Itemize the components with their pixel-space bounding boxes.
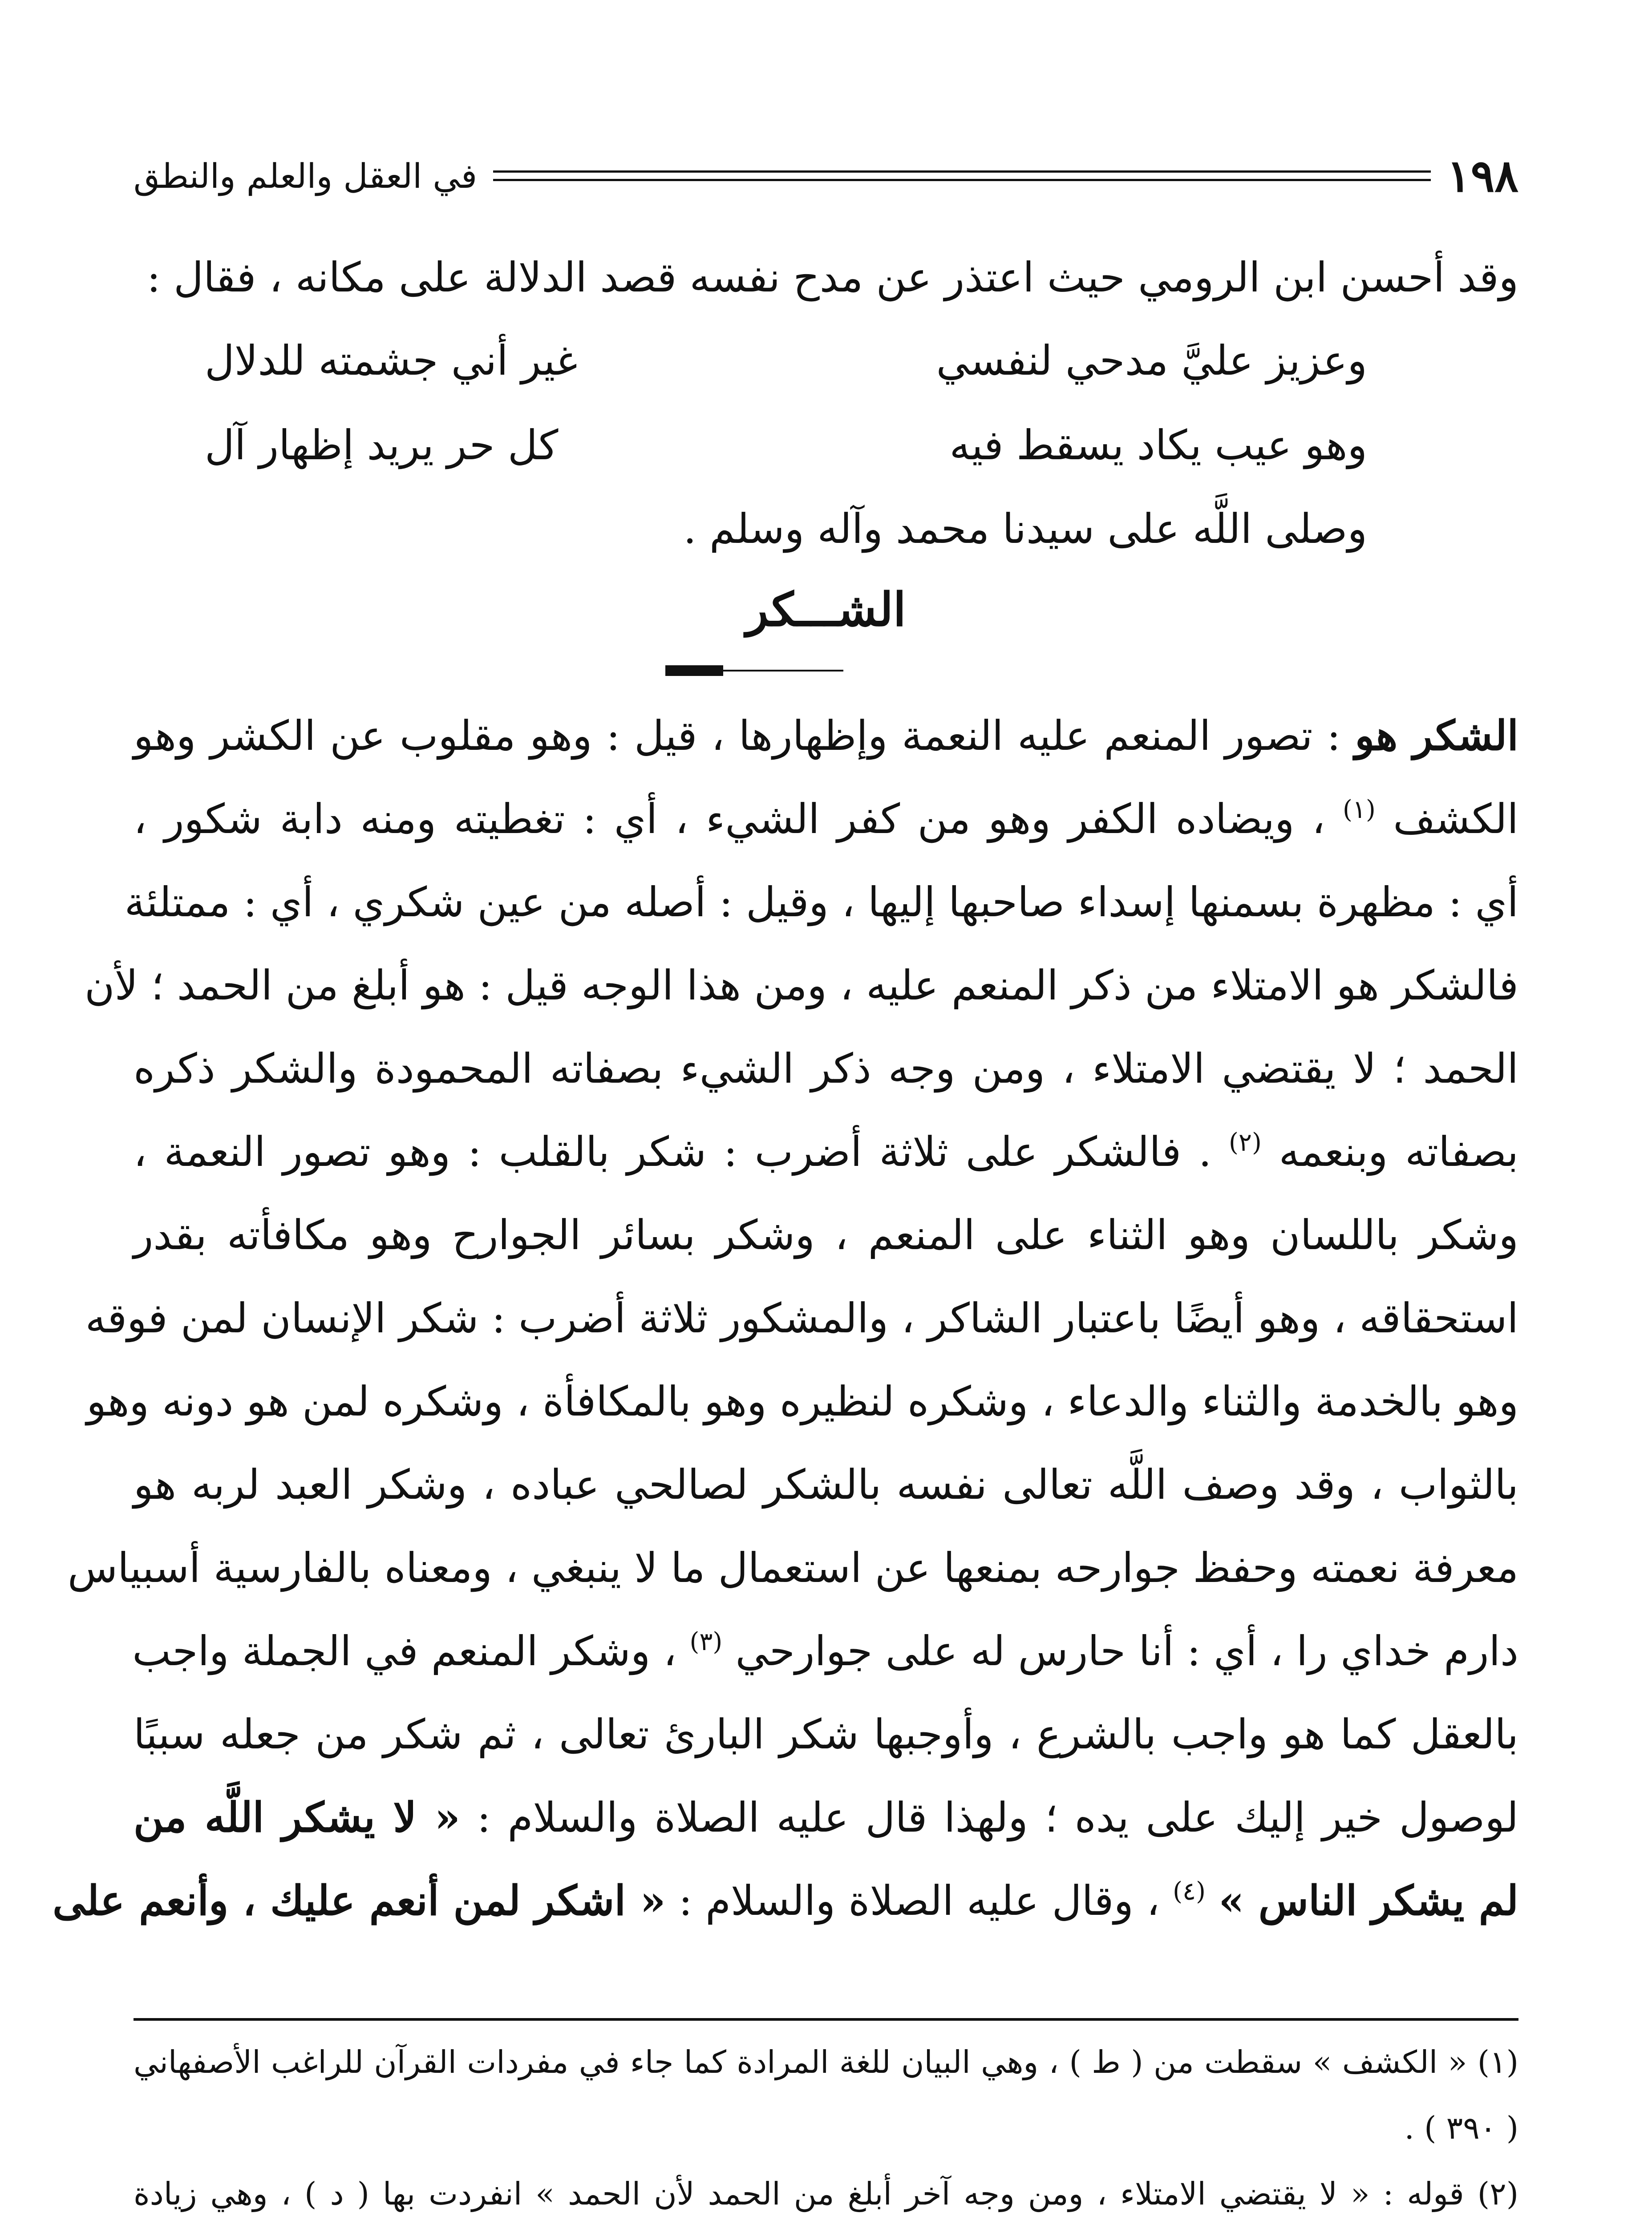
footnote-ref-3[interactable]: (٣) <box>689 1627 723 1656</box>
header-double-rule <box>493 170 1431 181</box>
footnote-ref-4[interactable]: (٤) <box>1173 1877 1206 1906</box>
lead-term: الشكر هو <box>1355 712 1518 760</box>
section-ornament <box>665 670 843 672</box>
footnote-1-cont: ( ٣٩٠ ) . <box>1404 2110 1518 2146</box>
footnote-1: (١) « الكشف » سقطت من ( ط ) ، وهي البيان للغة المرادة كما جاء في مفردات القرآن للراغب الأصفهاني <box>134 2044 1518 2080</box>
hadith-quote: « لا يشكر اللَّه من <box>134 1793 460 1841</box>
hadith-quote: لم يشكر الناس » <box>1219 1877 1518 1925</box>
closing-line: وصلى اللَّه على سيدنا محمد وآله وسلم . <box>683 505 1367 553</box>
body-line-text: : تصور المنعم عليه النعمة وإظهارها ، قيل : وهو مقلوب عن الكشر وهو <box>134 712 1341 760</box>
verse-2-first-hemistich: وهو عيب يكاد يسقط فيه <box>949 421 1367 469</box>
body-line: أي : مظهرة بسمنها إسداء صاحبها إليها ، وقيل : أصله من عين شكري ، أي : ممتلئة <box>124 878 1518 926</box>
body-line: وشكر باللسان وهو الثناء على المنعم ، وشكر بسائر الجوارح وهو مكافأته بقدر <box>134 1211 1518 1259</box>
body-line-text: لوصول خير إليك على يده ؛ ولهذا قال عليه الصلاة والسلام : <box>477 1794 1518 1841</box>
running-header <box>134 147 1518 205</box>
verse-1-first-hemistich: وعزيز عليَّ مدحي لنفسي <box>936 336 1367 384</box>
body-line <box>134 777 1518 861</box>
body-line: استحقاقه ، وهو أيضًا باعتبار الشاكر ، والمشكور ثلاثة أضرب : شكر الإنسان لمن فوقه <box>85 1295 1518 1342</box>
intro-line: وقد أحسن ابن الرومي حيث اعتذر عن مدح نفسه قصد الدلالة على مكانه ، فقال : <box>146 254 1518 301</box>
body-line-text: دارم خداي را ، أي : أنا حارس له على جوارحي <box>735 1627 1518 1675</box>
body-line <box>134 1110 1518 1193</box>
verse-1 <box>205 320 1367 400</box>
footnote-ref-1[interactable]: (١) <box>1343 795 1376 824</box>
intro-paragraph <box>134 236 1518 319</box>
body-line: وهو بالخدمة والثناء والدعاء ، وشكره لنظيره وهو بالمكافأة ، وشكره لمن هو دونه وهو <box>86 1378 1518 1425</box>
footnote-2: (٢) قوله : « لا يقتضي الامتلاء ، ومن وجه آخر أبلغ من الحمد لأن الحمد » انفردت بها ( د ) ، وهي زيادة <box>134 2176 1518 2212</box>
page-number: ١٩٨ <box>1446 150 1518 202</box>
body-line-text: ، وشكر المنعم في الجملة واجب <box>132 1627 677 1675</box>
footnotes <box>134 2029 1518 2225</box>
body-line: فالشكر هو الامتلاء من ذكر المنعم عليه ، ومن هذا الوجه قيل : هو أبلغ من الحمد ؛ لأن <box>85 962 1518 1009</box>
hadith-quote: « اشكر لمن أنعم عليك ، وأنعم على <box>53 1877 666 1925</box>
body-text <box>53 694 1519 1942</box>
verse-2-second-hemistich: كل حر يريد إظهار آل <box>205 421 559 469</box>
verse-1-second-hemistich: غير أني جشمته للدلال <box>205 336 578 384</box>
body-line-text: ، وقال عليه الصلاة والسلام : <box>678 1877 1160 1925</box>
body-line: معرفة نعمته وحفظ جوارحه بمنعها عن استعمال ما لا ينبغي ، ومعناه بالفارسية أسبياس <box>67 1544 1518 1592</box>
body-line: الحمد ؛ لا يقتضي الامتلاء ، ومن وجه ذكر الشيء بصفاته المحمودة والشكر ذكره <box>134 1045 1518 1092</box>
body-line-text: ، ويضاده الكفر وهو من كفر الشيء ، أي : تغطيته ومنه دابة شكور ، <box>134 795 1325 843</box>
footnote-ref-2[interactable]: (٢) <box>1229 1128 1262 1157</box>
running-title: في العقل والعلم والنطق <box>134 156 478 196</box>
body-line-text: بصفاته وبنعمه <box>1279 1128 1519 1176</box>
verse-2 <box>205 405 1367 485</box>
body-line: بالعقل كما هو واجب بالشرع ، وأوجبها شكر البارئ تعالى ، ثم شكر من جعله سببًا <box>134 1711 1518 1758</box>
section-title: الشـــكر <box>746 582 906 637</box>
body-line <box>134 1610 1518 1693</box>
body-line-text: . فالشكر على ثلاثة أضرب : شكر بالقلب : وهو تصور النعمة ، <box>134 1128 1212 1176</box>
body-line-text: الكشف <box>1393 795 1518 843</box>
body-line <box>134 694 1518 777</box>
footnote-divider <box>134 2018 1518 2021</box>
body-line <box>134 1776 1518 1859</box>
body-line <box>53 1859 1518 1942</box>
body-line: بالثواب ، وقد وصف اللَّه تعالى نفسه بالشكر لصالحي عباده ، وشكر العبد لربه هو <box>134 1461 1518 1509</box>
